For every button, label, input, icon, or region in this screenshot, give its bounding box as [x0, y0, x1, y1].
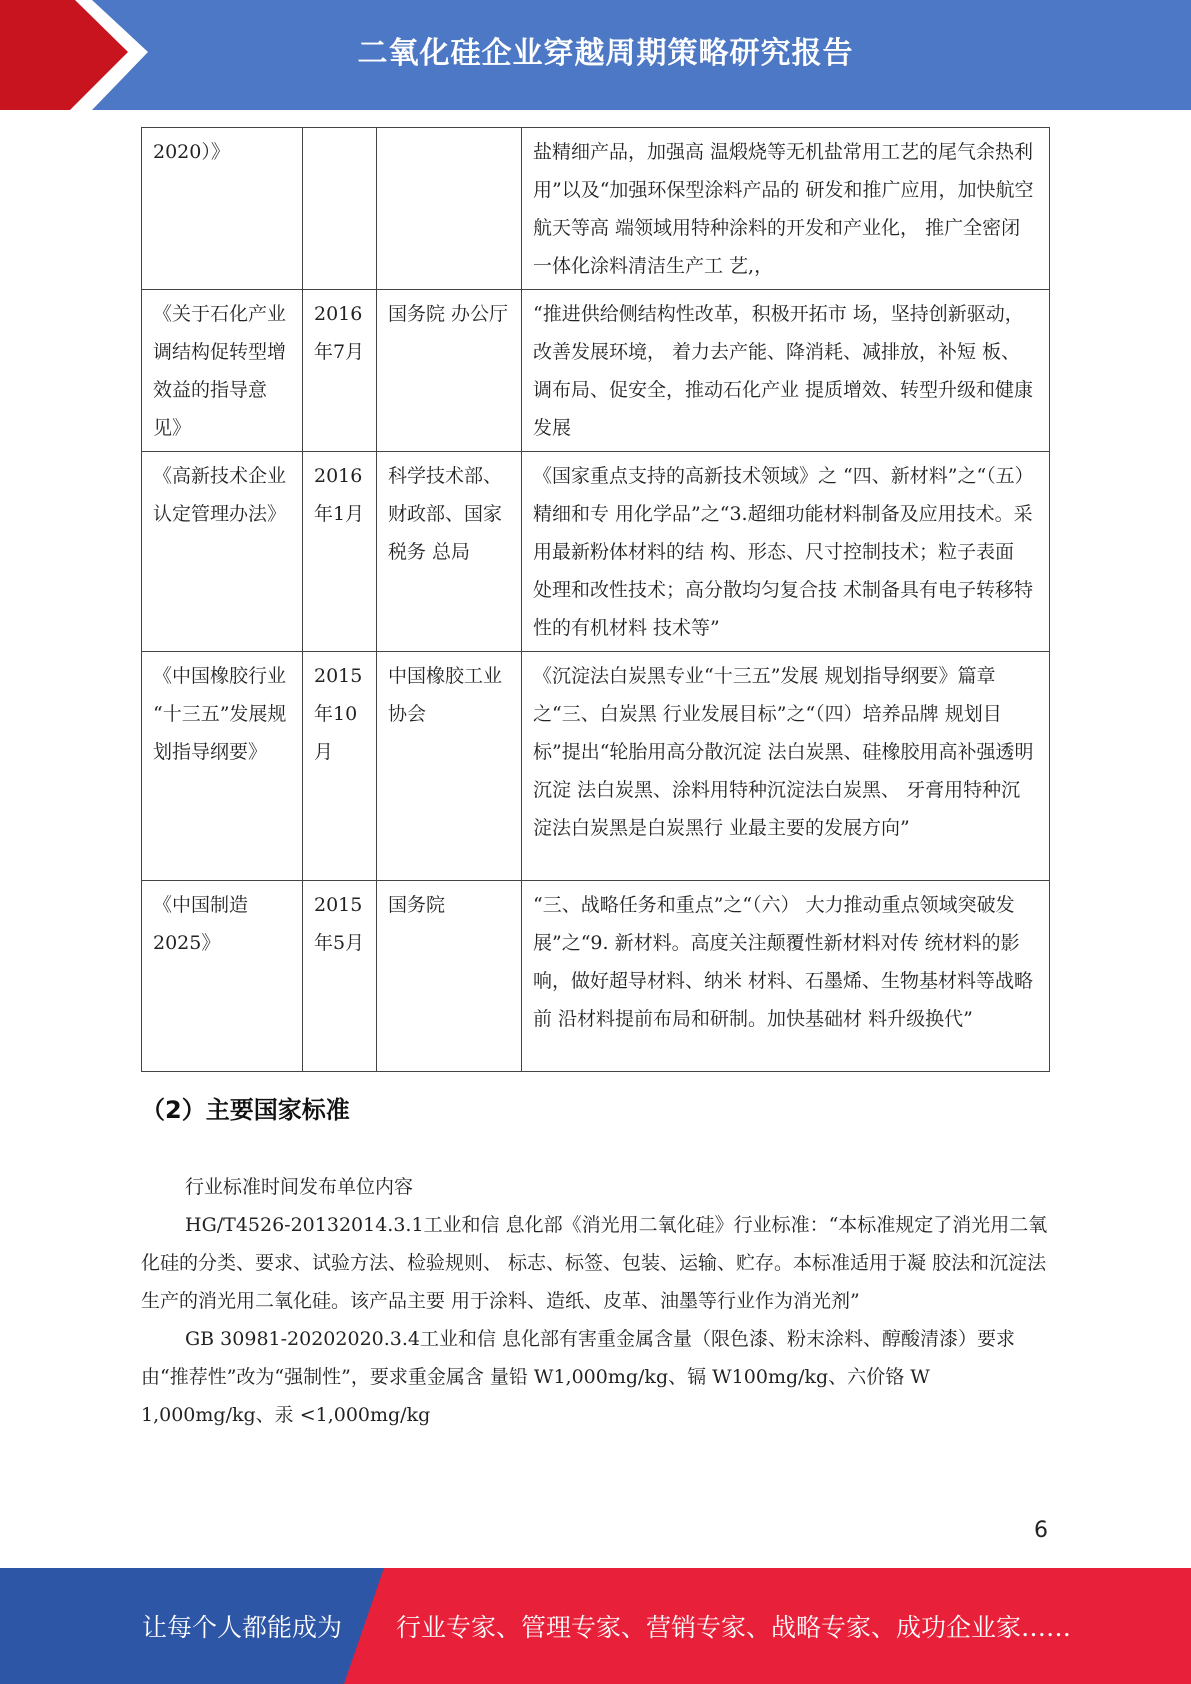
- footer-slogan-right: 行业专家、管理专家、营销专家、战略专家、成功企业家……: [396, 1613, 1072, 1642]
- policy-date-cell: 2016年1月: [303, 452, 377, 652]
- policy-issuer-cell: 中国橡胶工业 协会: [377, 652, 522, 881]
- policy-date-cell: 2016年7月: [303, 290, 377, 452]
- policy-name-cell: 2020）》: [142, 128, 303, 290]
- table-row: [142, 452, 1050, 652]
- policy-issuer-cell: 国务院: [377, 881, 522, 1072]
- policy-content-cell: 《沉淀法白炭黑专业“十三五”发展 规划指导纲要》篇章之“三、白炭黑 行业发展目标”之“（四）培养品牌 规划目标”提出“轮胎用高分散沉淀 法白炭黑、硅橡胶用高补强透明沉淀 法白炭黑、涂料用特种沉淀法白炭黑、 牙膏用特种沉淀法白炭黑是白炭黑行 业最主要的发展方向”: [522, 652, 1050, 881]
- table-row: [142, 290, 1050, 452]
- policy-date-cell: [303, 128, 377, 290]
- paragraph: 行业标准时间发布单位内容: [185, 1176, 414, 1198]
- standards-text: [141, 1168, 1049, 1434]
- policy-issuer-cell: 国务院 办公厅: [377, 290, 522, 452]
- header-banner: [0, 0, 1191, 110]
- policy-issuer-cell: [377, 128, 522, 290]
- policy-date-cell: 2015年10月: [303, 652, 377, 881]
- policy-name-cell: 《关于石化产业 调结构促转型增 效益的指导意见》: [142, 290, 303, 452]
- page-number: 6: [1034, 1518, 1048, 1543]
- footer-banner: [0, 1568, 1191, 1684]
- policy-content-cell: “三、战略任务和重点”之“（六） 大力推动重点领域突破发展”之“9. 新材料。高度关注颠覆性新材料对传 统材料的影响，做好超导材料、纳米 材料、石墨烯、生物基材料等战略前 沿材料提前布局和研制。加快基础材 料升级换代”: [522, 881, 1050, 1072]
- section-heading: （2）主要国家标准: [141, 1096, 350, 1124]
- policy-name-cell: 《中国制造2025》: [142, 881, 303, 1072]
- policy-issuer-cell: 科学技术部、 财政部、国家 税务 总局: [377, 452, 522, 652]
- policy-content-cell: 盐精细产品，加强高 温煅烧等无机盐常用工艺的尾气余热利用”以及“加强环保型涂料产品的 研发和推广应用，加快航空航天等高 端领域用特种涂料的开发和产业化， 推广全密闭一体化涂料清洁生产工 艺,，: [522, 128, 1050, 290]
- policy-name-cell: 《高新技术企业 认定管理办法》: [142, 452, 303, 652]
- table-row: [142, 881, 1050, 1072]
- paragraph: GB 30981-20202020.3.4工业和信 息化部有害重金属含量（限色漆、粉末涂料、醇酸清漆）要求由“推荐性”改为“强制性”，要求重金属含 量铅 W1,000mg/kg、镉 W100mg/kg、六价铬 W 1,000mg/kg、汞 <1,000mg/kg: [141, 1328, 1016, 1426]
- footer-slogan-left: 让每个人都能成为: [142, 1613, 343, 1642]
- paragraph: HG/T4526-20132014.3.1工业和信 息化部《消光用二氧化硅》行业标准：“本标准规定了消光用二氧化硅的分类、要求、试验方法、检验规则、 标志、标签、包装、运输、贮存。本标准适用于凝 胶法和沉淀法生产的消光用二氧化硅。该产品主要 用于涂料、造纸、皮革、油墨等行业作为消光剂”: [141, 1214, 1048, 1312]
- policy-content-cell: “推进供给侧结构性改革，积极开拓市 场，坚持创新驱动，改善发展环境， 着力去产能、降消耗、减排放，补短 板、调布局、促安全，推动石化产业 提质增效、转型升级和健康发展: [522, 290, 1050, 452]
- report-title: 二氧化硅企业穿越周期策略研究报告: [357, 36, 854, 71]
- policy-content-cell: 《国家重点支持的高新技术领域》之 “四、新材料”之“（五）精细和专 用化学品”之“3.超细功能材料制备及应用技术。采用最新粉体材料的结 构、形态、尺寸控制技术；粒子表面 处理和改性技术；高分散均匀复合技 术制备具有电子转移特性的有机材料 技术等”: [522, 452, 1050, 652]
- policy-table: [141, 127, 1050, 1072]
- table-row: [142, 128, 1050, 290]
- policy-name-cell: 《中国橡胶行业 “十三五”发展规划指导纲要》: [142, 652, 303, 881]
- table-row: [142, 652, 1050, 881]
- policy-date-cell: 2015年5月: [303, 881, 377, 1072]
